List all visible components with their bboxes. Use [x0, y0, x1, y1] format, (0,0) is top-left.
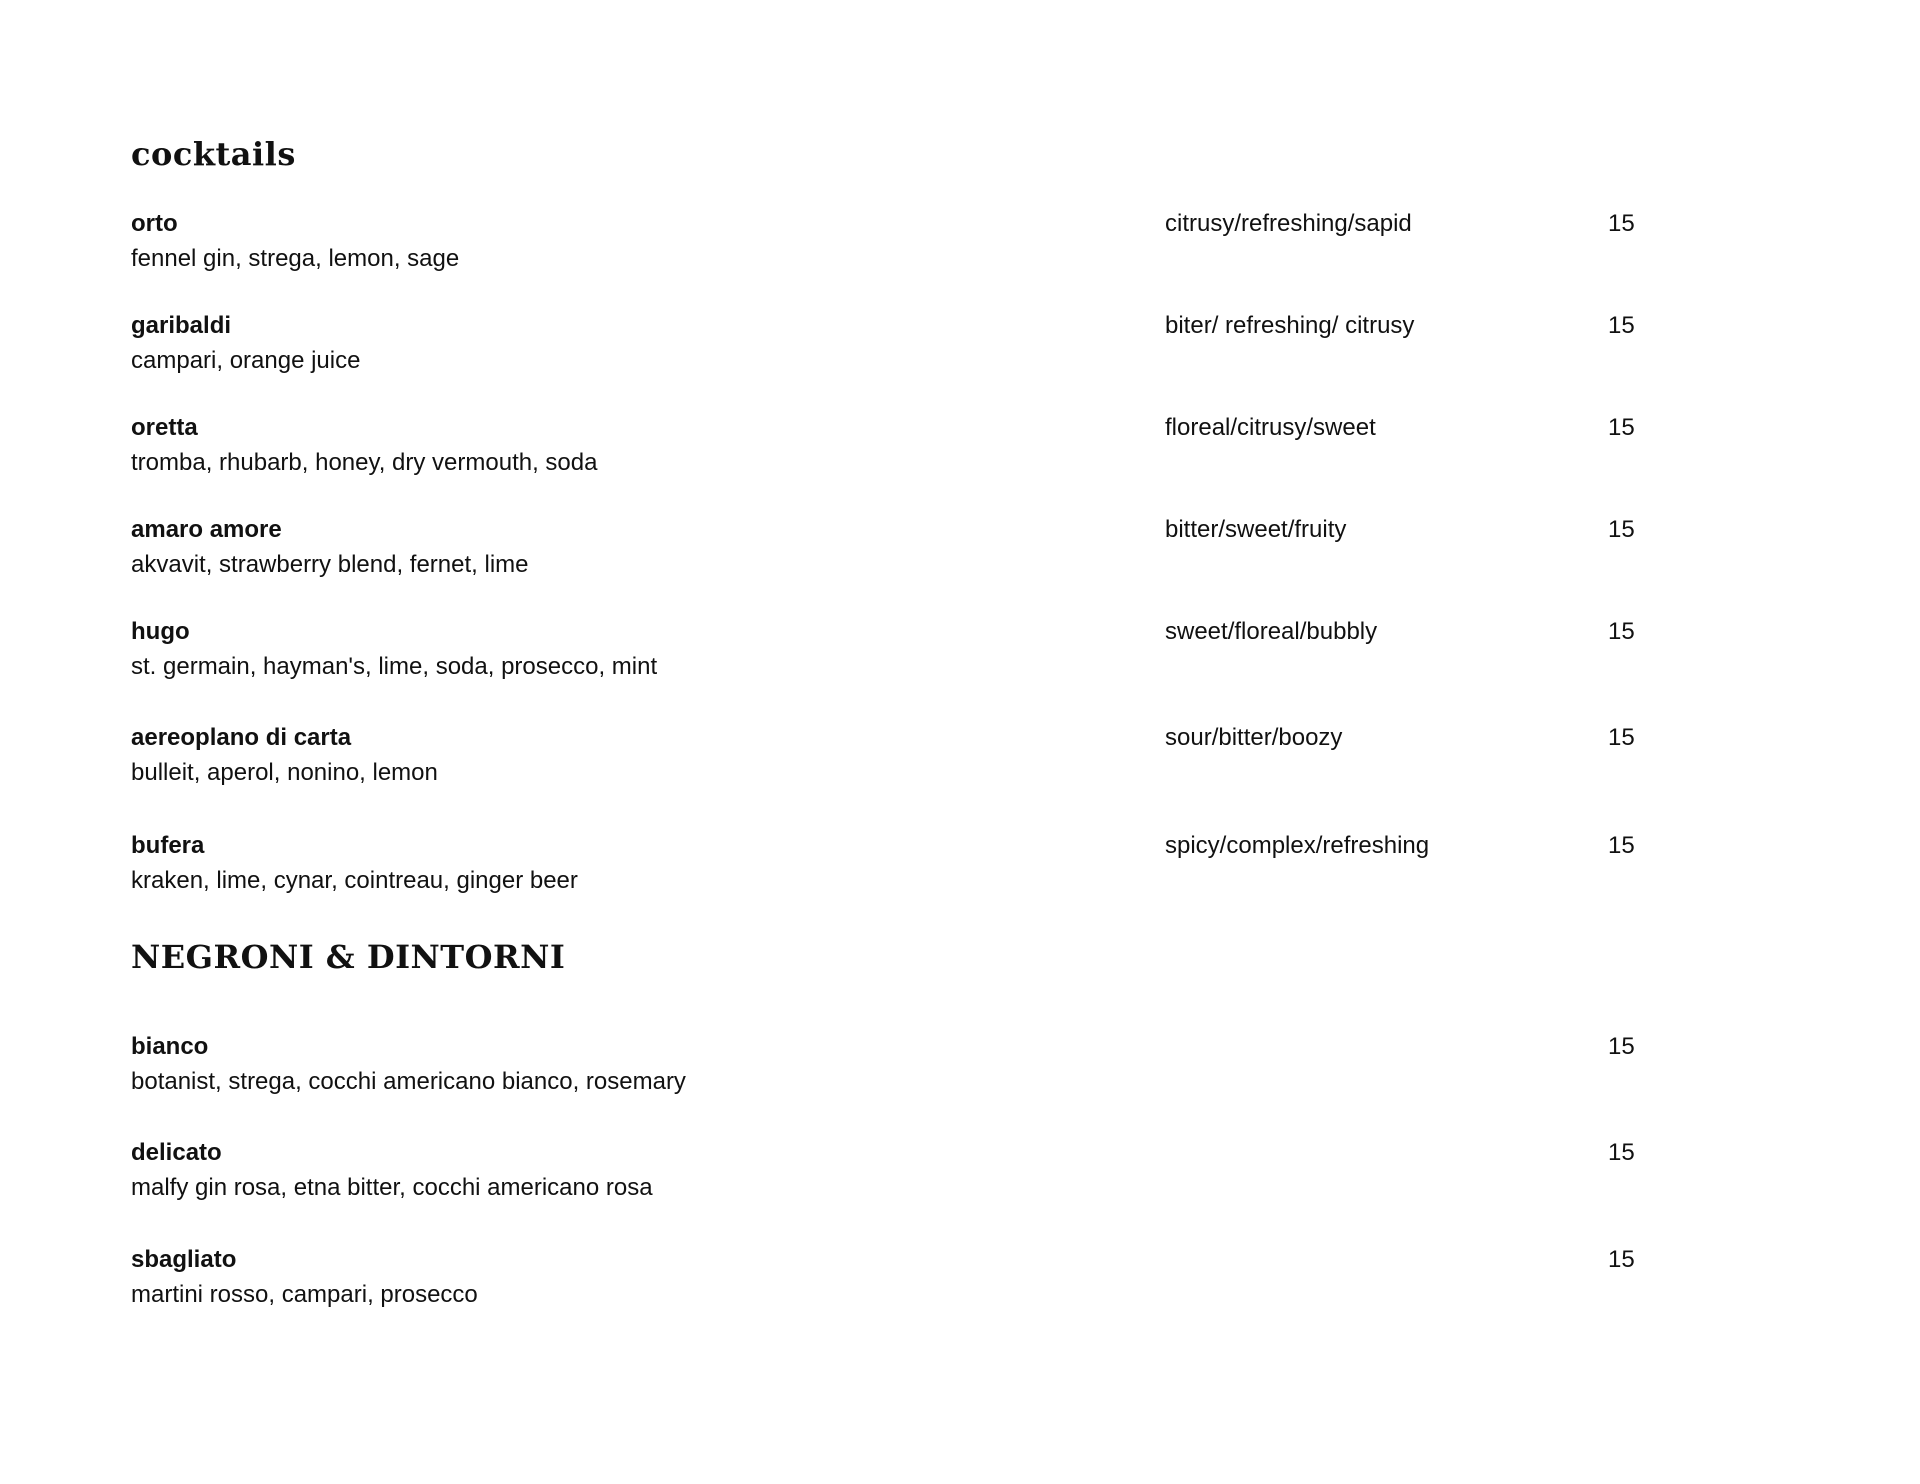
- item-flavor: citrusy/refreshing/sapid: [1165, 210, 1412, 237]
- item-price: 15: [1608, 832, 1635, 859]
- item-flavor: biter/ refreshing/ citrusy: [1165, 312, 1415, 339]
- item-price: 15: [1608, 414, 1635, 441]
- item-price: 15: [1608, 210, 1635, 237]
- menu-item-oretta: [131, 413, 1691, 485]
- section-title-cocktails: cocktails: [131, 135, 296, 173]
- item-ingredients: campari, orange juice: [131, 347, 361, 374]
- item-ingredients: botanist, strega, cocchi americano bianco, rosemary: [131, 1068, 686, 1095]
- item-ingredients: akvavit, strawberry blend, fernet, lime: [131, 551, 529, 578]
- item-ingredients: martini rosso, campari, prosecco: [131, 1281, 478, 1308]
- item-ingredients: malfy gin rosa, etna bitter, cocchi americano rosa: [131, 1174, 653, 1201]
- item-name: orto: [131, 210, 178, 237]
- item-name: delicato: [131, 1139, 222, 1166]
- item-name: bufera: [131, 832, 205, 859]
- item-flavor: bitter/sweet/fruity: [1165, 516, 1347, 543]
- item-price: 15: [1608, 724, 1635, 751]
- item-name: amaro amore: [131, 516, 282, 543]
- item-flavor: sour/bitter/boozy: [1165, 724, 1343, 751]
- item-price: 15: [1608, 312, 1635, 339]
- menu-item-garibaldi: [131, 311, 1691, 383]
- menu-item-orto: [131, 209, 1691, 281]
- menu-item-aereoplano-di-carta: [131, 723, 1691, 795]
- item-ingredients: st. germain, hayman's, lime, soda, prosecco, mint: [131, 653, 658, 680]
- menu-item-amaro-amore: [131, 515, 1691, 587]
- menu-item-sbagliato: [131, 1245, 1691, 1317]
- item-price: 15: [1608, 1139, 1635, 1166]
- menu-item-delicato: [131, 1138, 1691, 1210]
- menu-item-bianco: [131, 1032, 1691, 1104]
- item-ingredients: fennel gin, strega, lemon, sage: [131, 245, 460, 272]
- item-price: 15: [1608, 1033, 1635, 1060]
- item-name: hugo: [131, 618, 190, 645]
- item-ingredients: tromba, rhubarb, honey, dry vermouth, soda: [131, 449, 598, 476]
- item-ingredients: kraken, lime, cynar, cointreau, ginger beer: [131, 867, 578, 894]
- section-title-negroni-dintorni: NEGRONI & DINTORNI: [131, 938, 566, 976]
- item-ingredients: bulleit, aperol, nonino, lemon: [131, 759, 438, 786]
- item-name: garibaldi: [131, 312, 232, 339]
- item-name: bianco: [131, 1033, 209, 1060]
- menu-item-bufera: [131, 831, 1691, 903]
- item-name: aereoplano di carta: [131, 724, 352, 751]
- item-name: oretta: [131, 414, 198, 441]
- item-name: sbagliato: [131, 1246, 237, 1273]
- item-price: 15: [1608, 516, 1635, 543]
- menu-item-hugo: [131, 617, 1691, 689]
- item-flavor: sweet/floreal/bubbly: [1165, 618, 1378, 645]
- item-flavor: floreal/citrusy/sweet: [1165, 414, 1376, 441]
- item-flavor: spicy/complex/refreshing: [1165, 832, 1430, 859]
- item-price: 15: [1608, 1246, 1635, 1273]
- item-price: 15: [1608, 618, 1635, 645]
